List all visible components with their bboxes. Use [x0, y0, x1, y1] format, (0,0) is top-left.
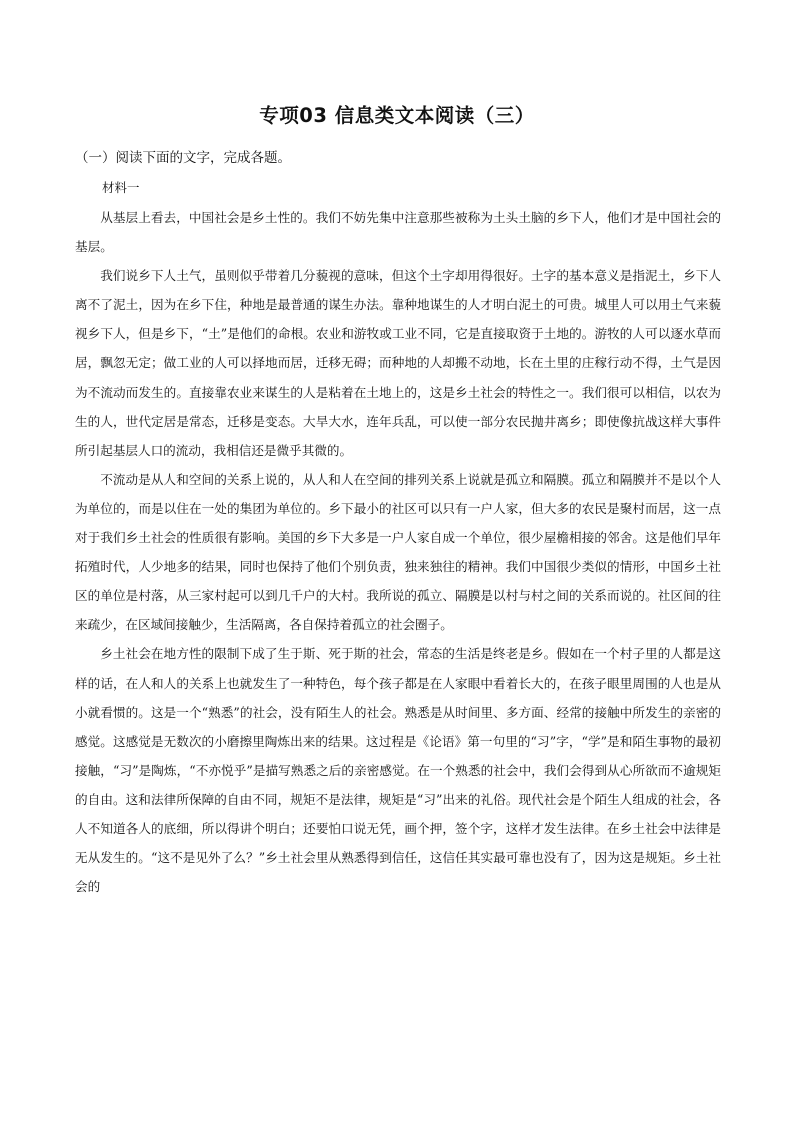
article-body: [75, 203, 721, 901]
paragraph: 我们说乡下人土气，虽则似乎带着几分藐视的意味，但这个土字却用得很好。土字的基本意义是指泥土，乡下人离不了泥土，因为在乡下住，种地是最普通的谋生办法。靠种地谋生的人才明白泥土的可贵。城里人可以用土气来藐视乡下人，但是乡下，“土”是他们的命根。农业和游牧或工业不同，它是直接取资于土地的。游牧的人可以逐水草而居，飘忽无定；做工业的人可以择地而居，迁移无碍；而种地的人却搬不动地，长在土里的庄稼行动不得，土气是因为不流动而发生的。直接靠农业来谋生的人是粘着在土地上的，这是乡土社会的特性之一。我们很可以相信，以农为生的人，世代定居是常态，迁移是变态。大旱大水，连年兵乱，可以使一部分农民抛井离乡；即使像抗战这样大事件所引起基层人口的流动，我相信还是微乎其微的。: [75, 268, 721, 458]
page-title: 专项03 信息类文本阅读（三）: [259, 104, 535, 127]
material-label: 材料一: [102, 180, 140, 195]
paragraph: 从基层上看去，中国社会是乡土性的。我们不妨先集中注意那些被称为土头土脑的乡下人，他们才是中国社会的基层。: [75, 210, 721, 255]
paragraph: 乡土社会在地方性的限制下成了生于斯、死于斯的社会，常态的生活是终老是乡。假如在一个村子里的人都是这样的话，在人和人的关系上也就发生了一种特色，每个孩子都是在人家眼中看着长大的，在孩子眼里周围的人也是从小就看惯的。这是一个“熟悉”的社会，没有陌生人的社会。熟悉是从时间里、多方面、经常的接触中所发生的亲密的感觉。这感觉是无数次的小磨擦里陶炼出来的结果。这过程是《论语》第一句里的“习”字，“学”是和陌生事物的最初接触，“习”是陶炼，“不亦悦乎”是描写熟悉之后的亲密感觉。在一个熟悉的社会中，我们会得到从心所欲而不逾规矩的自由。这和法律所保障的自由不同，规矩不是法律，规矩是“习”出来的礼俗。现代社会是个陌生人组成的社会，各人不知道各人的底细，所以得讲个明白；还要怕口说无凭，画个押，签个字，这样才发生法律。在乡土社会中法律是无从发生的。“这不是见外了么？”乡土社会里从熟悉得到信任，这信任其实最可靠也没有了，因为这是规矩。乡土社会的: [75, 646, 721, 895]
section-instruction: （一）阅读下面的文字，完成各题。: [75, 150, 291, 166]
paragraph: 不流动是从人和空间的关系上说的，从人和人在空间的排列关系上说就是孤立和隔膜。孤立和隔膜并不是以个人为单位的，而是以住在一处的集团为单位的。乡下最小的社区可以只有一户人家，但大多的农民是聚村而居，这一点对于我们乡土社会的性质很有影响。美国的乡下大多是一户人家自成一个单位，很少屋檐相接的邻舍。这是他们早年拓殖时代，人少地多的结果，同时也保持了他们个别负责，独来独往的精神。我们中国很少类似的情形，中国乡土社区的单位是村落，从三家村起可以到几千户的大村。我所说的孤立、隔膜是以村与村之间的关系而说的。社区间的往来疏少，在区域间接触少，生活隔离，各自保持着孤立的社会圈子。: [75, 471, 721, 633]
